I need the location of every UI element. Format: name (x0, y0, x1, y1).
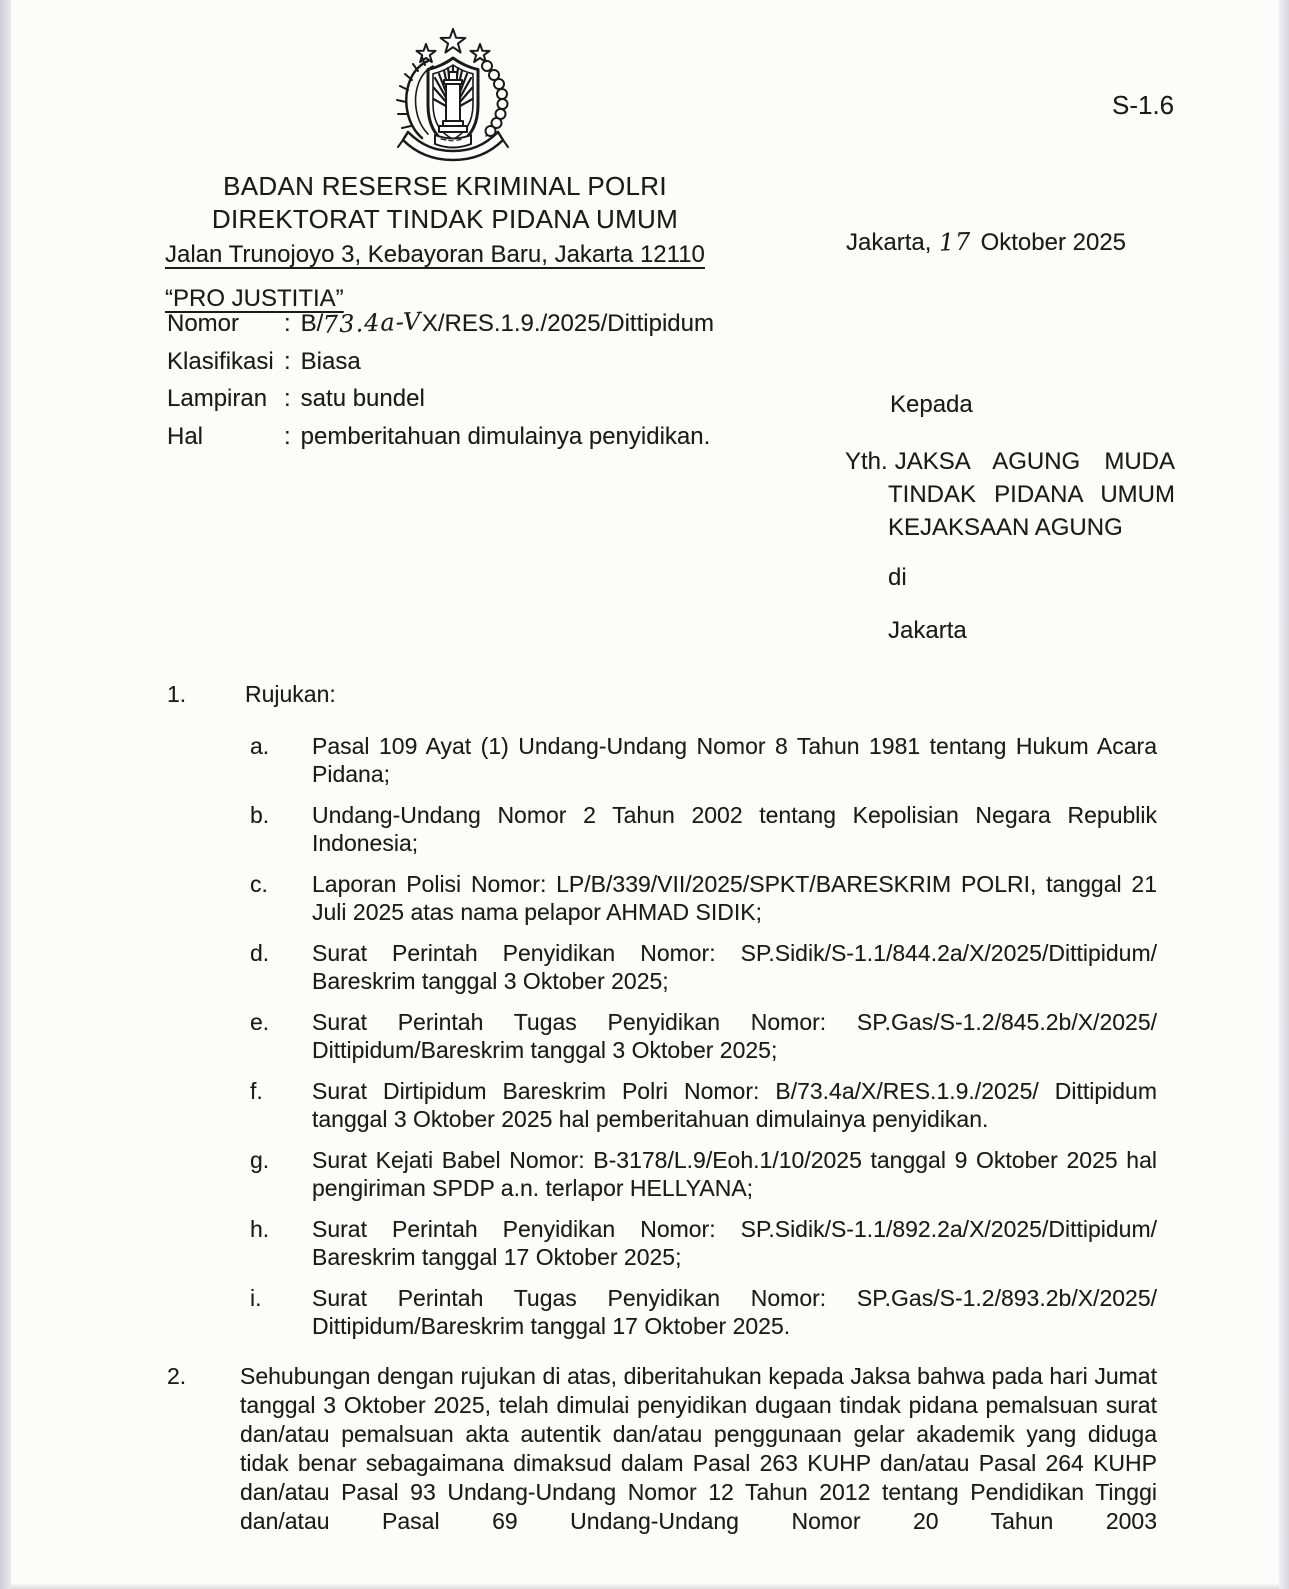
scan-edge-right (1279, 0, 1289, 1589)
nomor-value-rest: X/RES.1.9./2025/Dittipidum (421, 310, 714, 337)
klasifikasi-colon: : (284, 347, 291, 375)
nomor-label: Nomor (167, 310, 240, 337)
klasifikasi-value: Biasa (300, 347, 361, 375)
scan-edge-bottom (11, 1583, 1279, 1589)
recipient-title-1: JAKSA AGUNG MUDA (894, 448, 1175, 475)
hal-label: Hal (167, 422, 204, 450)
list-item-d (250, 939, 1157, 995)
meta-row-lampiran (167, 380, 847, 418)
item-text: Surat Perintah Tugas Penyidikan Nomor: SP.Gas/S-1.2/845.2b/X/2025/ Dittipidum/Bareskrim tanggal 3 Oktober 2025; (312, 1009, 1157, 1063)
section-1-heading (167, 680, 1157, 708)
nomor-value-prefix: B/ (300, 310, 324, 337)
section-1-title: Rujukan: (245, 681, 336, 707)
list-item-f (250, 1077, 1157, 1133)
item-text: Pasal 109 Ayat (1) Undang-Undang Nomor 8 Tahun 1981 tentang Hukum Acara Pidana; (312, 733, 1157, 787)
yth-prefix: Yth. (845, 448, 888, 475)
section-2-paragraph (167, 1362, 1157, 1536)
dateline-month-year: Oktober 2025 (980, 229, 1127, 256)
recipient-title-3: KEJAKSAAN AGUNG (888, 514, 1123, 541)
meta-row-nomor (167, 305, 847, 343)
kepada-label: Kepada (890, 391, 973, 418)
letter-meta (167, 305, 847, 455)
item-text: Laporan Polisi Nomor: LP/B/339/VII/2025/SPKT/BARESKRIM POLRI, tanggal 21 Juli 2025 atas nama pelapor AHMAD SIDIK; (312, 871, 1157, 925)
hal-value: pemberitahuan dimulainya penyidikan. (300, 422, 711, 450)
lampiran-colon: : (284, 385, 291, 412)
scan-edge-left (0, 0, 11, 1589)
item-letter: h. (250, 1216, 270, 1242)
dateline (846, 228, 1126, 257)
item-text: Surat Kejati Babel Nomor: B-3178/L.9/Eoh.1/10/2025 tanggal 9 Oktober 2025 hal pengiriman SPDP a.n. terlapor HELLYANA; (312, 1147, 1157, 1201)
list-item-i (250, 1284, 1157, 1340)
nomor-colon: : (284, 310, 291, 337)
item-text: Surat Dirtipidum Bareskrim Polri Nomor: B/73.4a/X/RES.1.9./2025/ Dittipidum tanggal 3 Oktober 2025 hal pemberitahuan dimulainya penyidikan. (312, 1078, 1157, 1132)
section-2-text: Sehubungan dengan rujukan di atas, diberitahukan kepada Jaksa bahwa pada hari Jumat tanggal 3 Oktober 2025, telah dimulai penyidikan dugaan tindak pidana pemalsuan surat dan/atau pemalsuan akta autentik dan/atau penggunaan gelar akademik yang diduga tidak benar sebagaimana dimaksud dalam Pasal 263 KUHP dan/atau Pasal 264 KUHP dan/atau Pasal 93 Undang-Undang Nomor 12 Tahun 2012 tentang Pendidikan Tinggi dan/atau Pasal 69 Undang-Undang Nomor 20 Tahun 2003 (240, 1363, 1157, 1534)
item-letter: g. (250, 1147, 270, 1173)
list-item-h (250, 1215, 1157, 1271)
hal-colon: : (284, 422, 291, 450)
letter-body (167, 680, 1157, 1536)
item-letter: d. (250, 940, 270, 966)
motto-pro-justitia: “PRO JUSTITIA” (165, 285, 344, 312)
letterhead (165, 170, 725, 314)
item-text: Surat Perintah Penyidikan Nomor: SP.Sidik/S-1.1/892.2a/X/2025/Dittipidum/ Bareskrim tanggal 17 Oktober 2025; (312, 1216, 1157, 1270)
list-item-g (250, 1146, 1157, 1202)
item-text: Surat Perintah Penyidikan Nomor: SP.Sidik/S-1.1/844.2a/X/2025/Dittipidum/ Bareskrim tanggal 3 Oktober 2025; (312, 940, 1157, 994)
recipient-line1 (845, 445, 1175, 478)
item-text: Surat Perintah Tugas Penyidikan Nomor: SP.Gas/S-1.2/893.2b/X/2025/ Dittipidum/Bareskrim tanggal 17 Oktober 2025. (312, 1285, 1157, 1339)
org-name-line1: BADAN RESERSE KRIMINAL POLRI (223, 171, 667, 201)
dateline-handwritten-day: 17 (938, 227, 973, 257)
recipient-title-2: TINDAK PIDANA UMUM (888, 481, 1175, 508)
list-item-c (250, 870, 1157, 926)
meta-row-klasifikasi (167, 343, 847, 381)
item-letter: e. (250, 1009, 270, 1035)
lampiran-value: satu bundel (300, 385, 425, 412)
list-item-e (250, 1008, 1157, 1064)
recipient-block (845, 445, 1175, 544)
section-2-number: 2. (167, 1363, 187, 1389)
list-item-b (250, 801, 1157, 857)
item-text: Undang-Undang Nomor 2 Tahun 2002 tentang Kepolisian Negara Republik Indonesia; (312, 802, 1157, 856)
polri-emblem (378, 26, 528, 166)
di-label: di (888, 564, 907, 591)
form-code: S-1.6 (1112, 90, 1175, 120)
item-letter: a. (250, 733, 270, 759)
dateline-city: Jakarta, (846, 229, 932, 256)
item-letter: b. (250, 802, 270, 828)
recipient-city: Jakarta (888, 617, 967, 644)
item-letter: i. (250, 1285, 262, 1311)
item-letter: f. (250, 1078, 263, 1104)
klasifikasi-label: Klasifikasi (167, 347, 274, 375)
org-address: Jalan Trunojoyo 3, Kebayoran Baru, Jakarta 12110 (165, 241, 705, 268)
nomor-value (301, 305, 714, 343)
section-1-number: 1. (167, 681, 187, 707)
lampiran-label: Lampiran (167, 385, 268, 412)
nomor-value-handwritten: 73.4a-V (322, 307, 423, 339)
item-letter: c. (250, 871, 268, 897)
polri-tribrata-emblem-icon (378, 26, 528, 166)
meta-row-hal (167, 418, 847, 456)
list-item-a (250, 732, 1157, 788)
org-name-line2: DIREKTORAT TINDAK PIDANA UMUM (211, 204, 679, 234)
